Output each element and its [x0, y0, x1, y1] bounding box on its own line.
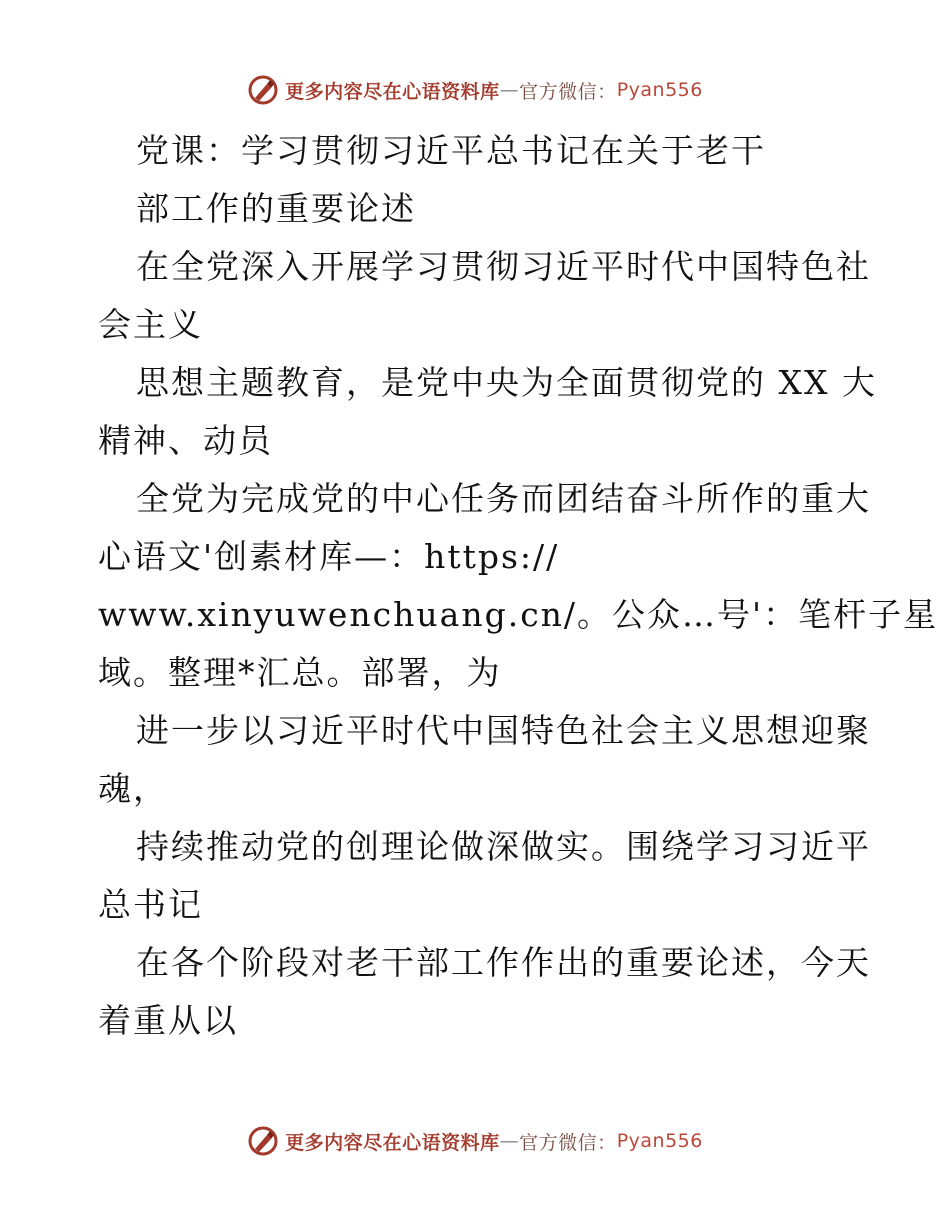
doc-line: 魂， — [98, 769, 168, 808]
document-body — [98, 122, 939, 1050]
watermark-official: 官方微信： — [519, 1131, 617, 1154]
watermark-brand: 更多内容尽在心语资料库 — [285, 80, 500, 103]
doc-line: 持续推动党的创理论做深做实。围绕学习习近平 — [136, 827, 871, 866]
watermark-id: Pyan556 — [616, 79, 703, 101]
watermark-official: 官方微信： — [519, 80, 617, 103]
doc-line: 域。整理*汇总。部署，为 — [98, 653, 502, 692]
doc-line: www.xinyuwenchuang.cn/。公众…号'：笔杆子星 — [98, 595, 939, 634]
doc-line: 党课：学习贯彻习近平总书记在关于老干 — [136, 131, 766, 170]
watermark-separator: — — [499, 79, 520, 101]
pen-logo-icon — [247, 74, 279, 106]
doc-line: 在全党深入开展学习贯彻习近平时代中国特色社 — [136, 247, 871, 286]
doc-line: 着重从以 — [98, 1001, 238, 1040]
doc-line: 总书记 — [98, 885, 203, 924]
footer-watermark — [0, 1125, 950, 1157]
doc-line: 精神、动员 — [98, 421, 273, 460]
doc-line: 全党为完成党的中心任务而团结奋斗所作的重大 — [136, 479, 871, 518]
pen-logo-icon — [247, 1125, 279, 1157]
watermark-id: Pyan556 — [616, 1130, 703, 1152]
header-watermark — [0, 74, 950, 106]
watermark-separator: — — [499, 1130, 520, 1152]
doc-line: 会主义 — [98, 305, 203, 344]
doc-line: 在各个阶段对老干部工作作出的重要论述，今天 — [136, 943, 871, 982]
watermark-brand: 更多内容尽在心语资料库 — [285, 1131, 500, 1154]
doc-line: 部工作的重要论述 — [136, 189, 416, 228]
doc-line: 心语文'创素材库—：https:// — [98, 537, 560, 576]
doc-line: 进一步以习近平时代中国特色社会主义思想迎聚 — [136, 711, 871, 750]
doc-line: 思想主题教育，是党中央为全面贯彻党的 XX 大 — [136, 363, 877, 402]
